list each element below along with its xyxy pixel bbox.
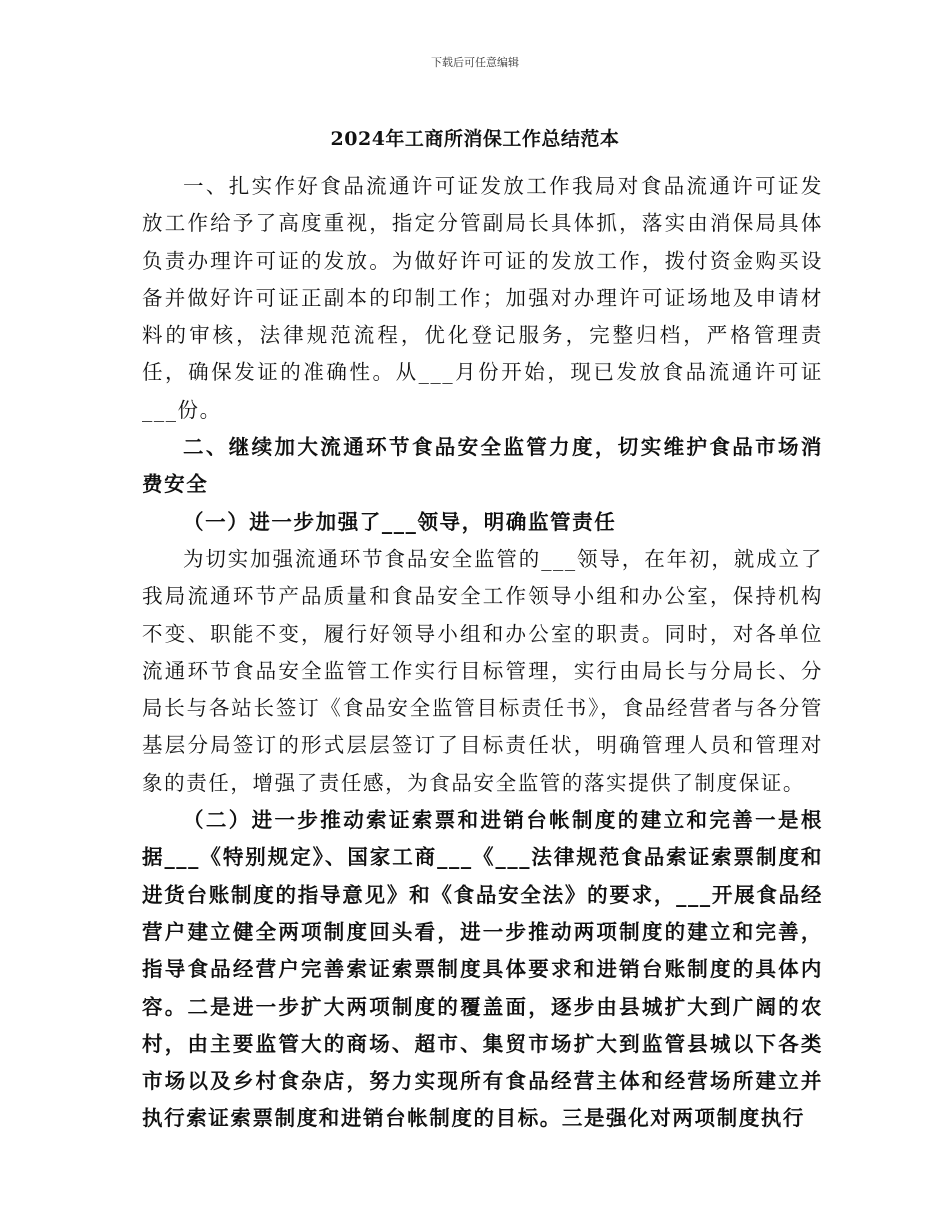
subsection-heading-leadership: （一）进一步加强了___领导，明确监管责任 [183, 509, 617, 534]
section-heading-food-safety: 二、继续加大流通环节食品安全监管力度，切实维护食品市场消费安全 [142, 435, 823, 497]
paragraph-leadership: 为切实加强流通环节食品安全监管的___领导，在年初，就成立了我局流通环节产品质量和食品安全工作领导小组和办公室，保持机构不变、职能不变，履行好领导小组和办公室的职责。同时，对各单位流通环节食品安全监管工作实行目标管理，实行由局长与分局长、分局长与各站长签订《食品安全监管目标责任书》，食品经营者与各分管基层分局签订的形式层层签订了目标责任状，明确管理人员和管理对象的责任，增强了责任感，为食品安全监管的落实提供了制度保证。 [142, 546, 823, 795]
paragraph-license-issuance: 一、扎实作好食品流通许可证发放工作我局对食品流通许可证发放工作给予了高度重视，指定分管副局长具体抓，落实由消保局具体负责办理许可证的发放。为做好许可证的发放工作，拨付资金购买设备并做好许可证正副本的印制工作；加强对办理许可证场地及申请材料的审核，法律规范流程，优化登记服务，完整归档，严格管理责任，确保发证的准确性。从___月份开始，现已发放食品流通许可证___份。 [142, 174, 823, 422]
paragraph-ledger-system: （二）进一步推动索证索票和进销台帐制度的建立和完善一是根据___《特别规定》、国家工商___《___法律规范食品索证索票制度和进货台账制度的指导意见》和《食品安全法》的要求，___开展食品经营户建立健全两项制度回头看，进一步推动两项制度的建立和完善，指导食品经营户完善索证索票制度具体要求和进销台账制度的具体内容。二是进一步扩大两项制度的覆盖面，逐步由县城扩大到广阔的农村，由主要监管大的商场、超市、集贸市场扩大到监管县城以下各类市场以及乡村食杂店，努力实现所有食品经营主体和经营场所建立并执行索证索票制度和进销台帐制度的目标。三是强化对两项制度执行 [142, 808, 823, 1131]
document-body [142, 168, 823, 1138]
header-note: 下载后可任意编辑 [431, 56, 519, 69]
document-title: 2024年工商所消保工作总结范本 [330, 128, 620, 150]
